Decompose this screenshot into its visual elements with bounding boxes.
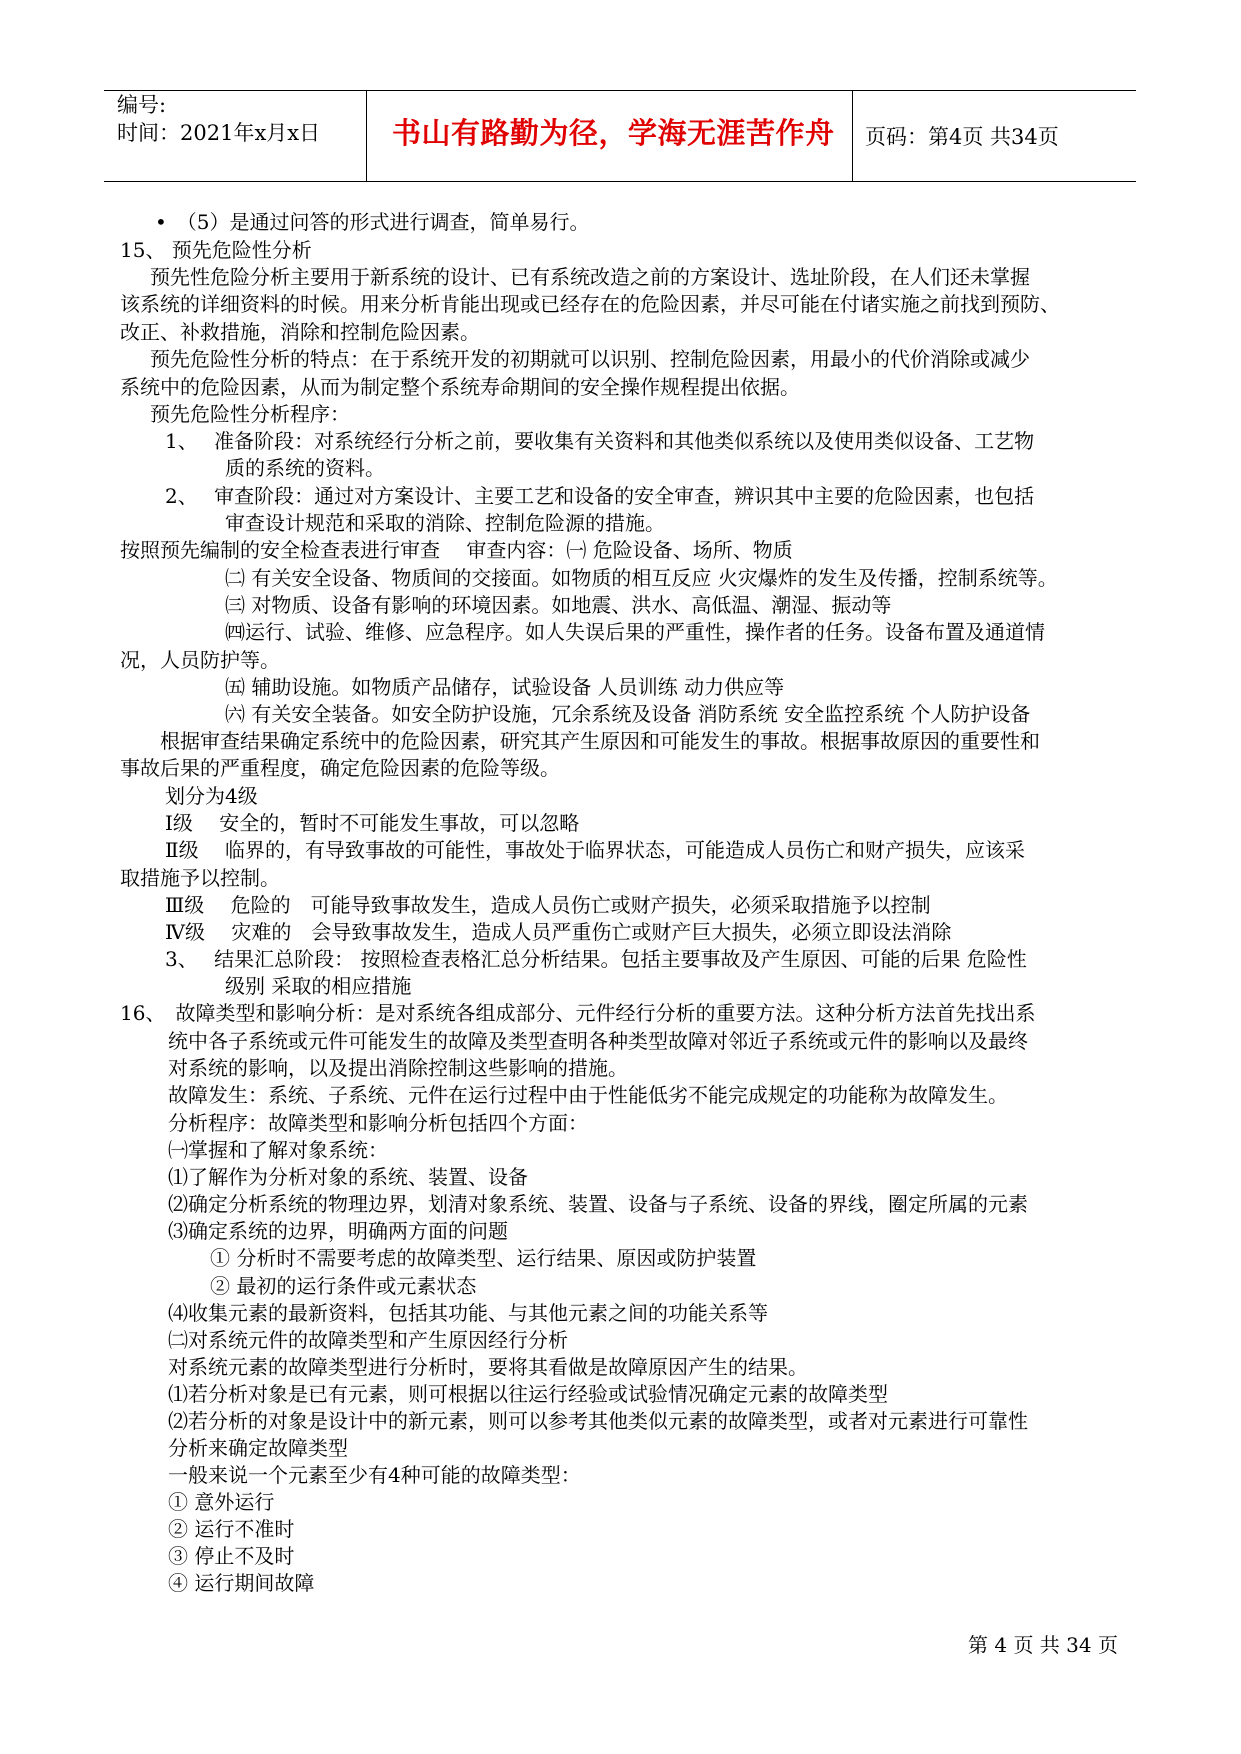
body-line: 按照预先编制的安全检查表进行审查 审查内容：㈠ 危险设备、场所、物质 xyxy=(120,538,793,562)
body-line: 预先危险性分析程序： xyxy=(150,402,350,426)
header-bottom-rule xyxy=(104,181,1136,182)
body-line: 划分为4级 xyxy=(165,784,258,808)
body-line: 分析程序：故障类型和影响分析包括四个方面： xyxy=(168,1111,588,1135)
body-line: 质的系统的资料。 xyxy=(225,456,385,480)
body-line: ⑶确定系统的边界，明确两方面的问题 xyxy=(168,1219,508,1243)
body-line: ㈡ 有关安全设备、物质间的交接面。如物质的相互反应 火灾爆炸的发生及传播，控制系统等。 xyxy=(225,566,1058,590)
body-line: 故障发生：系统、子系统、元件在运行过程中由于性能低劣不能完成规定的功能称为故障发生。 xyxy=(168,1083,1008,1107)
body-line: 统中各子系统或元件可能发生的故障及类型查明各种类型故障对邻近子系统或元件的影响以及最终 xyxy=(168,1029,1028,1053)
body-line: 取措施予以控制。 xyxy=(120,866,280,890)
body-line: 事故后果的严重程度，确定危险因素的危险等级。 xyxy=(120,756,560,780)
body-line: ㈢ 对物质、设备有影响的环境因素。如地震、洪水、高低温、潮湿、振动等 xyxy=(225,593,892,617)
list-item: ② 运行不准时 xyxy=(168,1517,295,1541)
body-line: ㈥ 有关安全装备。如安全防护设施，冗余系统及设备 消防系统 安全监控系统 个人防护设备 xyxy=(225,702,1031,726)
body-line: ⑴了解作为分析对象的系统、装置、设备 xyxy=(168,1165,528,1189)
header-divider-right xyxy=(852,90,853,182)
header-motto: 书山有路勤为径，学海无涯苦作舟 xyxy=(392,116,835,150)
body-line: ⑷收集元素的最新资料，包括其功能、与其他元素之间的功能关系等 xyxy=(168,1301,768,1325)
body-line: ⑵若分析的对象是设计中的新元素，则可以参考其他类似元素的故障类型，或者对元素进行可靠性 xyxy=(168,1409,1028,1433)
list-item: ① 意外运行 xyxy=(168,1490,275,1514)
body-line: 根据审查结果确定系统中的危险因素，研究其产生原因和可能发生的事故。根据事故原因的重要性和 xyxy=(160,729,1040,753)
header-top-rule xyxy=(104,90,1136,91)
header-time-label: 时间：2021年x月x日 xyxy=(117,121,321,145)
body-line: 对系统的影响，以及提出消除控制这些影响的措施。 xyxy=(168,1056,628,1080)
body-line: 况，人员防护等。 xyxy=(120,648,280,672)
body-line: 预先性危险分析主要用于新系统的设计、已有系统改造之前的方案设计、选址阶段，在人们还未掌握 xyxy=(150,265,1030,289)
body-line: 一般来说一个元素至少有4种可能的故障类型： xyxy=(168,1463,581,1487)
body-line: Ⅰ级 安全的，暂时不可能发生事故，可以忽略 xyxy=(165,811,580,835)
section-heading: 16、 故障类型和影响分析：是对系统各组成部分、元件经行分析的重要方法。这种分析方法首先找出系 xyxy=(120,1001,1036,1025)
body-line: Ⅳ级 灾难的 会导致事故发生，造成人员严重伤亡或财产巨大损失，必须立即设法消除 xyxy=(165,920,952,944)
header-divider-left xyxy=(366,90,367,182)
body-line: 对系统元素的故障类型进行分析时，要将其看做是故障原因产生的结果。 xyxy=(168,1355,808,1379)
section-heading: 15、 预先危险性分析 xyxy=(120,238,312,262)
body-line: Ⅱ级 临界的，有导致事故的可能性，事故处于临界状态，可能造成人员伤亡和财产损失，应该采 xyxy=(165,838,1025,862)
body-line: 级别 采取的相应措施 xyxy=(225,974,412,998)
list-item: ④ 运行期间故障 xyxy=(168,1571,315,1595)
body-line: 系统中的危险因素，从而为制定整个系统寿命期间的安全操作规程提出依据。 xyxy=(120,375,800,399)
header-page-code: 页码：第4页 共34页 xyxy=(865,125,1059,149)
body-line: 1、 准备阶段：对系统经行分析之前，要收集有关资料和其他类似系统以及使用类似设备、工艺物 xyxy=(165,429,1035,453)
body-line: 该系统的详细资料的时候。用来分析肯能出现或已经存在的危险因素，并尽可能在付诸实施之前找到预防、 xyxy=(120,292,1060,316)
body-line: ㈣运行、试验、维修、应急程序。如人失误后果的严重性，操作者的任务。设备布置及通道情 xyxy=(225,620,1045,644)
body-line: 改正、补救措施，消除和控制危险因素。 xyxy=(120,320,480,344)
body-line: ⑴若分析对象是已有元素，则可根据以往运行经验或试验情况确定元素的故障类型 xyxy=(168,1382,888,1406)
body-line: ㈤ 辅助设施。如物质产品储存，试验设备 人员训练 动力供应等 xyxy=(225,675,785,699)
body-line: 预先危险性分析的特点：在于系统开发的初期就可以识别、控制危险因素，用最小的代价消除或减少 xyxy=(150,347,1030,371)
page-footer: 第 4 页 共 34 页 xyxy=(968,1633,1118,1657)
body-line: ① 分析时不需要考虑的故障类型、运行结果、原因或防护装置 xyxy=(210,1246,757,1270)
body-line: ⑵确定分析系统的物理边界，划清对象系统、装置、设备与子系统、设备的界线，圈定所属的元素 xyxy=(168,1192,1028,1216)
body-line: 审查设计规范和采取的消除、控制危险源的措施。 xyxy=(225,511,665,535)
body-line: Ⅲ级 危险的 可能导致事故发生，造成人员伤亡或财产损失，必须采取措施予以控制 xyxy=(165,893,931,917)
body-line: 3、 结果汇总阶段： 按照检查表格汇总分析结果。包括主要事故及产生原因、可能的后果 危险性 xyxy=(165,947,1027,971)
body-line: ㈡对系统元件的故障类型和产生原因经行分析 xyxy=(168,1328,568,1352)
body-line: 2、 审查阶段：通过对方案设计、主要工艺和设备的安全审查，辨识其中主要的危险因素，也包括 xyxy=(165,484,1035,508)
body-line: ② 最初的运行条件或元素状态 xyxy=(210,1274,477,1298)
body-line: • （5）是通过问答的形式进行调查，简单易行。 xyxy=(155,210,590,234)
body-line: 分析来确定故障类型 xyxy=(168,1436,348,1460)
body-line: ㈠掌握和了解对象系统： xyxy=(168,1138,388,1162)
list-item: ③ 停止不及时 xyxy=(168,1544,295,1568)
header-number-label: 编号: xyxy=(117,93,167,117)
